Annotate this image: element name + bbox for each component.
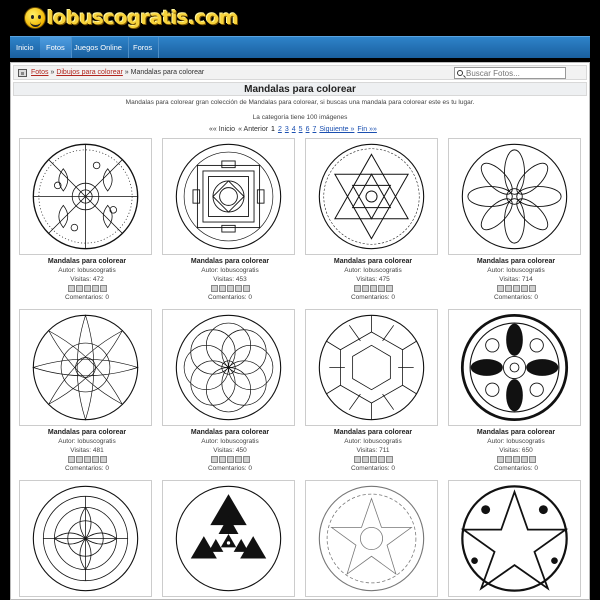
- rating-star-icon: [100, 456, 107, 463]
- rating-stars: [305, 456, 441, 463]
- gallery-card: [448, 138, 584, 302]
- mandala-thumbnail[interactable]: [305, 480, 438, 597]
- title-box: [13, 82, 587, 96]
- rating-star-icon: [378, 456, 385, 463]
- gallery-card: [162, 480, 298, 597]
- mandala-petal-image: [451, 141, 578, 252]
- card-comments: Comentarios: 0: [64, 294, 110, 301]
- pager-next[interactable]: Siguiente »: [319, 126, 355, 133]
- rating-star-icon: [354, 456, 361, 463]
- card-title[interactable]: Mandalas para colorear: [333, 258, 413, 265]
- rating-star-icon: [68, 456, 75, 463]
- rating-star-icon: [529, 456, 536, 463]
- mandala-thumbnail[interactable]: [162, 480, 295, 597]
- card-visits: Visitas: 475: [356, 276, 390, 283]
- card-title[interactable]: Mandalas para colorear: [476, 429, 556, 436]
- mandala-sri-yantra-image: [165, 483, 292, 594]
- card-visits: Visitas: 711: [356, 447, 390, 454]
- card-author: Autor: lobuscogratis: [487, 267, 545, 274]
- mandala-circle-image: [22, 483, 149, 594]
- pager-page-5[interactable]: 5: [298, 126, 303, 133]
- breadcrumb-link-dibujos[interactable]: Dibujos para colorear: [56, 69, 123, 76]
- site-header: [10, 0, 590, 36]
- rating-star-icon: [76, 285, 83, 292]
- rating-star-icon: [505, 456, 512, 463]
- card-visits: Visitas: 453: [213, 276, 247, 283]
- rating-star-icon: [100, 285, 107, 292]
- card-author: Autor: lobuscogratis: [487, 438, 545, 445]
- rating-star-icon: [235, 456, 242, 463]
- rating-star-icon: [227, 456, 234, 463]
- rating-star-icon: [68, 285, 75, 292]
- breadcrumb: Fotos » Dibujos para colorear » Mandalas para colorear Buscar Fotos...: [13, 65, 587, 80]
- card-author: Autor: lobuscogratis: [344, 267, 402, 274]
- gallery-card: [19, 138, 155, 302]
- gallery-card: [305, 309, 441, 473]
- rating-stars: [162, 456, 298, 463]
- home-icon[interactable]: [18, 69, 27, 77]
- rating-star-icon: [529, 285, 536, 292]
- site-logo[interactable]: [24, 4, 238, 32]
- mandala-thumbnail[interactable]: [448, 309, 581, 426]
- card-author: Autor: lobuscogratis: [58, 267, 116, 274]
- rating-star-icon: [521, 285, 528, 292]
- mandala-thumbnail[interactable]: [19, 309, 152, 426]
- card-comments: Comentarios: 0: [207, 465, 253, 472]
- gallery-card: [305, 138, 441, 302]
- rating-star-icon: [84, 456, 91, 463]
- card-title[interactable]: Mandalas para colorear: [47, 258, 127, 265]
- rating-star-icon: [497, 456, 504, 463]
- mandala-thumbnail[interactable]: [305, 138, 438, 255]
- rating-star-icon: [84, 285, 91, 292]
- rating-star-icon: [219, 456, 226, 463]
- card-comments: Comentarios: 0: [207, 294, 253, 301]
- search-input[interactable]: [466, 68, 564, 78]
- card-visits: Visitas: 714: [499, 276, 533, 283]
- rating-star-icon: [386, 456, 393, 463]
- rating-star-icon: [513, 285, 520, 292]
- card-title[interactable]: Mandalas para colorear: [190, 429, 270, 436]
- pager-current: 1: [271, 126, 275, 133]
- smiley-logo-icon: [24, 7, 46, 29]
- rating-star-icon: [235, 285, 242, 292]
- card-visits: Visitas: 472: [70, 276, 104, 283]
- page-title: Mandalas para colorear: [244, 84, 356, 95]
- card-title[interactable]: Mandalas para colorear: [333, 429, 413, 436]
- pager-page-7[interactable]: 7: [312, 126, 317, 133]
- mandala-thumbnail[interactable]: [448, 480, 581, 597]
- rating-star-icon: [513, 456, 520, 463]
- card-author: Autor: lobuscogratis: [344, 438, 402, 445]
- pager-page-2[interactable]: 2: [277, 126, 282, 133]
- card-author: Autor: lobuscogratis: [201, 438, 259, 445]
- nav-juegos-online[interactable]: Juegos Online: [68, 37, 129, 58]
- mandala-pentagram-image: [451, 483, 578, 594]
- nav-fotos[interactable]: Fotos: [40, 37, 72, 58]
- pager-first[interactable]: «« Inicio: [209, 126, 236, 133]
- rating-star-icon: [211, 285, 218, 292]
- rating-star-icon: [362, 456, 369, 463]
- rating-star-icon: [386, 285, 393, 292]
- rating-stars: [448, 456, 584, 463]
- mandala-thumbnail[interactable]: [19, 138, 152, 255]
- mandala-rosette-image: [165, 312, 292, 423]
- rating-stars: [19, 456, 155, 463]
- card-title[interactable]: Mandalas para colorear: [190, 258, 270, 265]
- gallery-card: [448, 309, 584, 473]
- mandala-lattice-image: [22, 312, 149, 423]
- mandala-thumbnail[interactable]: [19, 480, 152, 597]
- rating-star-icon: [370, 285, 377, 292]
- pagination: [209, 126, 380, 133]
- rating-star-icon: [521, 456, 528, 463]
- gallery-card: [448, 480, 584, 597]
- mandala-thumbnail[interactable]: [305, 309, 438, 426]
- mandala-star-image: [308, 141, 435, 252]
- image-count: La categoría tiene 100 imágenes: [252, 114, 348, 121]
- rating-star-icon: [505, 285, 512, 292]
- pager-last[interactable]: Fin »»: [357, 126, 377, 133]
- card-author: Autor: lobuscogratis: [58, 438, 116, 445]
- gallery-card: [19, 309, 155, 473]
- main-nav: [10, 36, 590, 58]
- logo-text: lobuscogratis.com: [47, 7, 239, 29]
- card-comments: Comentarios: 0: [64, 465, 110, 472]
- pager-prev[interactable]: « Anterior: [238, 126, 269, 133]
- nav-foros[interactable]: Foros: [127, 37, 159, 58]
- card-comments: Comentarios: 0: [493, 465, 539, 472]
- rating-star-icon: [497, 285, 504, 292]
- main-content: [10, 62, 590, 600]
- rating-star-icon: [227, 285, 234, 292]
- breadcrumb-current: Mandalas para colorear: [130, 69, 205, 76]
- card-visits: Visitas: 481: [70, 447, 104, 454]
- search-icon: [457, 70, 463, 76]
- rating-stars: [448, 285, 584, 292]
- gallery-card: [162, 309, 298, 473]
- search-box: [454, 67, 566, 79]
- card-title[interactable]: Mandalas para colorear: [47, 429, 127, 436]
- mandala-geometric-image: [308, 312, 435, 423]
- rating-stars: [305, 285, 441, 292]
- rating-stars: [19, 285, 155, 292]
- nav-inicio[interactable]: Inicio: [10, 37, 41, 58]
- pager-page-3[interactable]: 3: [284, 126, 289, 133]
- gallery-card: [19, 480, 155, 597]
- card-comments: Comentarios: 0: [493, 294, 539, 301]
- mandala-sketch-star-image: [308, 483, 435, 594]
- rating-star-icon: [362, 285, 369, 292]
- rating-star-icon: [76, 456, 83, 463]
- mandala-ornate-image: [451, 312, 578, 423]
- rating-star-icon: [378, 285, 385, 292]
- card-comments: Comentarios: 0: [350, 465, 396, 472]
- mandala-thumbnail[interactable]: [162, 138, 295, 255]
- gallery-card: [162, 138, 298, 302]
- gallery-card: [305, 480, 441, 597]
- card-comments: Comentarios: 0: [350, 294, 396, 301]
- mandala-yantra-image: [165, 141, 292, 252]
- category-description: Mandalas para colorear gran colección de Mandalas para colorear, si buscas una mandala para colorear este es tu lugar.: [125, 99, 475, 106]
- pager-page-6[interactable]: 6: [305, 126, 310, 133]
- rating-star-icon: [243, 285, 250, 292]
- card-visits: Visitas: 450: [213, 447, 247, 454]
- pager-page-4[interactable]: 4: [291, 126, 296, 133]
- rating-star-icon: [92, 456, 99, 463]
- mandala-thumbnail[interactable]: [448, 138, 581, 255]
- rating-stars: [162, 285, 298, 292]
- rating-star-icon: [219, 285, 226, 292]
- rating-star-icon: [92, 285, 99, 292]
- rating-star-icon: [211, 456, 218, 463]
- card-visits: Visitas: 650: [499, 447, 533, 454]
- mandala-thumbnail[interactable]: [162, 309, 295, 426]
- rating-star-icon: [370, 456, 377, 463]
- breadcrumb-link-fotos[interactable]: Fotos: [31, 69, 49, 76]
- rating-star-icon: [243, 456, 250, 463]
- mandala-floral-image: [22, 141, 149, 252]
- rating-star-icon: [354, 285, 361, 292]
- card-title[interactable]: Mandalas para colorear: [476, 258, 556, 265]
- card-author: Autor: lobuscogratis: [201, 267, 259, 274]
